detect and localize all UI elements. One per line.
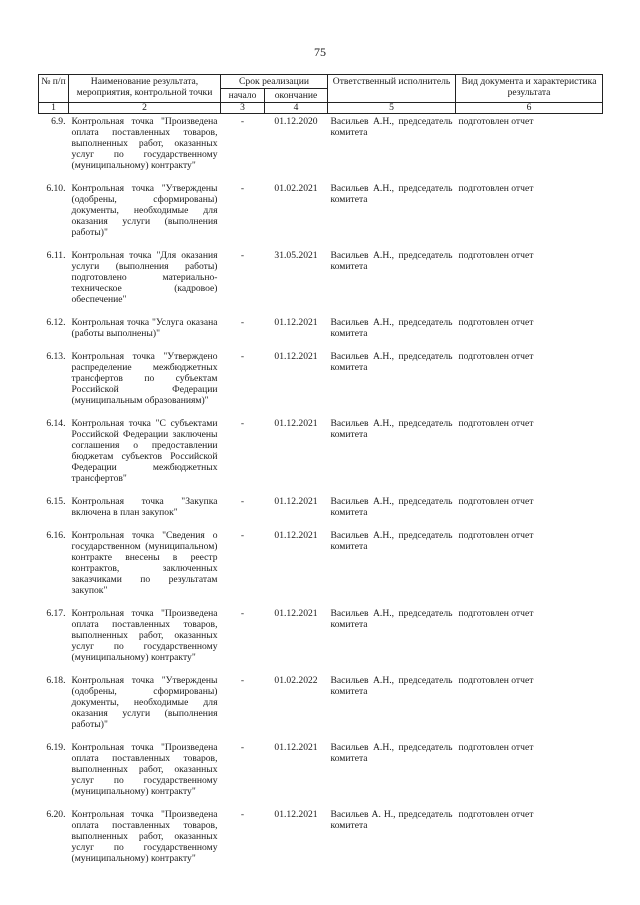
row-responsible: Васильев А.Н., председатель комитета	[330, 351, 453, 373]
row-number: 6.15.	[46, 496, 66, 507]
row-start-date: -	[240, 809, 245, 820]
row-end-date: 01.02.2021	[274, 183, 318, 194]
row-number: 6.20.	[46, 809, 66, 820]
row-responsible: Васильев А.Н., председатель комитета	[330, 608, 453, 630]
row-number: 6.10.	[46, 183, 66, 194]
row-number: 6.19.	[46, 742, 66, 753]
table-row	[39, 406, 603, 484]
row-name: Контрольная точка "Сведения о государственном (муниципальном) контракте внесены в реестр контрактов, заключенных заказчиками по результатам закупок"	[71, 530, 218, 596]
column-number: 1	[39, 103, 69, 114]
row-name: Контрольная точка "Произведена оплата поставленных товаров, выполненных работ, оказанных услуг по государственному (муниципальному) контракту"	[71, 809, 218, 864]
row-responsible: Васильев А.Н., председатель комитета	[330, 496, 453, 518]
row-responsible: Васильев А.Н., председатель комитета	[330, 183, 453, 205]
row-document-type: подготовлен отчет	[458, 809, 534, 820]
row-name: Контрольная точка "Утверждены (одобрены, сформированы) документы, необходимые для оказания услуги (выполнения работы)"	[71, 183, 218, 238]
row-start-date: -	[240, 742, 245, 753]
row-start-date: -	[240, 496, 245, 507]
column-number: 2	[69, 103, 221, 114]
row-end-date: 01.12.2021	[274, 351, 318, 362]
row-start-date: -	[240, 675, 245, 686]
header-end: окончание	[265, 89, 328, 103]
column-number: 4	[265, 103, 328, 114]
table-row	[39, 518, 603, 596]
row-responsible: Васильев А.Н., председатель комитета	[330, 317, 453, 339]
header-name: Наименование результата, мероприятия, контрольной точки	[69, 75, 221, 103]
row-responsible: Васильев А.Н., председатель комитета	[330, 116, 453, 138]
row-responsible: Васильев А.Н., председатель комитета	[330, 418, 453, 440]
table-row	[39, 238, 603, 305]
row-start-date: -	[240, 183, 245, 194]
row-responsible: Васильев А.Н., председатель комитета	[330, 742, 453, 764]
table-row	[39, 114, 603, 172]
row-document-type: подготовлен отчет	[458, 496, 534, 507]
row-number: 6.18.	[46, 675, 66, 686]
row-end-date: 01.12.2021	[274, 809, 318, 820]
row-document-type: подготовлен отчет	[458, 608, 534, 619]
table-row	[39, 484, 603, 518]
row-responsible: Васильев А.Н., председатель комитета	[330, 250, 453, 272]
row-number: 6.12.	[46, 317, 66, 328]
row-number: 6.16.	[46, 530, 66, 541]
row-end-date: 31.05.2021	[274, 250, 318, 261]
row-number: 6.14.	[46, 418, 66, 429]
row-end-date: 01.12.2021	[274, 496, 318, 507]
row-end-date: 01.12.2021	[274, 418, 318, 429]
row-end-date: 01.12.2021	[274, 530, 318, 541]
row-name: Контрольная точка "Утверждено распределение межбюджетных трансфертов по субъектам Российской Федерации (муниципальным образованиям)"	[71, 351, 218, 406]
row-end-date: 01.12.2020	[274, 116, 318, 127]
table-row	[39, 730, 603, 797]
table-header	[39, 75, 603, 114]
row-end-date: 01.12.2021	[274, 608, 318, 619]
row-document-type: подготовлен отчет	[458, 530, 534, 541]
row-start-date: -	[240, 530, 245, 541]
row-start-date: -	[240, 250, 245, 261]
column-numbers-row	[39, 103, 603, 114]
row-start-date: -	[240, 608, 245, 619]
row-name: Контрольная точка "С субъектами Российской Федерации заключены соглашения о предоставлении бюджетам субъектов Российской Федерации межбюджетных трансфертов"	[71, 418, 218, 484]
header-doc: Вид документа и характеристика результата	[456, 75, 603, 103]
row-number: 6.9.	[51, 116, 66, 127]
column-number: 3	[221, 103, 265, 114]
row-start-date: -	[240, 317, 245, 328]
row-document-type: подготовлен отчет	[458, 317, 534, 328]
table-row	[39, 305, 603, 339]
row-name: Контрольная точка "Произведена оплата поставленных товаров, выполненных работ, оказанных услуг по государственному (муниципальному) контракту"	[71, 742, 218, 797]
row-responsible: Васильев А. Н., председатель комитета	[330, 809, 453, 831]
row-start-date: -	[240, 418, 245, 429]
row-responsible: Васильев А.Н., председатель комитета	[330, 530, 453, 552]
row-number: 6.11.	[46, 250, 66, 261]
column-number: 5	[328, 103, 456, 114]
row-end-date: 01.02.2022	[274, 675, 318, 686]
header-start: начало	[221, 89, 265, 103]
row-responsible: Васильев А.Н., председатель комитета	[330, 675, 453, 697]
table-row	[39, 663, 603, 730]
row-document-type: подготовлен отчет	[458, 183, 534, 194]
row-start-date: -	[240, 351, 245, 362]
table-row	[39, 797, 603, 864]
row-document-type: подготовлен отчет	[458, 116, 534, 127]
row-document-type: подготовлен отчет	[458, 250, 534, 261]
page-number: 75	[314, 45, 326, 59]
row-document-type: подготовлен отчет	[458, 675, 534, 686]
row-end-date: 01.12.2021	[274, 317, 318, 328]
column-number: 6	[456, 103, 603, 114]
row-number: 6.17.	[46, 608, 66, 619]
row-document-type: подготовлен отчет	[458, 742, 534, 753]
table-body	[39, 114, 603, 865]
table-row	[39, 339, 603, 406]
header-responsible: Ответственный исполнитель	[328, 75, 456, 103]
row-name: Контрольная точка "Для оказания услуги (выполнения работы) подготовлено материально-техническое (кадровое) обеспечение"	[71, 250, 218, 305]
row-name: Контрольная точка "Произведена оплата поставленных товаров, выполненных работ, оказанных услуг по государственному (муниципальному) контракту"	[71, 116, 218, 171]
row-document-type: подготовлен отчет	[458, 351, 534, 362]
row-name: Контрольная точка "Закупка включена в план закупок"	[71, 496, 218, 518]
header-period: Срок реализации	[221, 75, 328, 89]
row-document-type: подготовлен отчет	[458, 418, 534, 429]
table-row	[39, 596, 603, 663]
header-num: № п/п	[39, 75, 69, 103]
row-name: Контрольная точка "Произведена оплата поставленных товаров, выполненных работ, оказанных услуг по государственному (муниципальному) контракту"	[71, 608, 218, 663]
results-table	[38, 74, 603, 864]
row-end-date: 01.12.2021	[274, 742, 318, 753]
row-name: Контрольная точка "Услуга оказана (работы выполнены)"	[71, 317, 218, 339]
row-number: 6.13.	[46, 351, 66, 362]
row-start-date: -	[240, 116, 245, 127]
table-row	[39, 171, 603, 238]
row-name: Контрольная точка "Утверждены (одобрены, сформированы) документы, необходимые для оказания услуги (выполнения работы)"	[71, 675, 218, 730]
